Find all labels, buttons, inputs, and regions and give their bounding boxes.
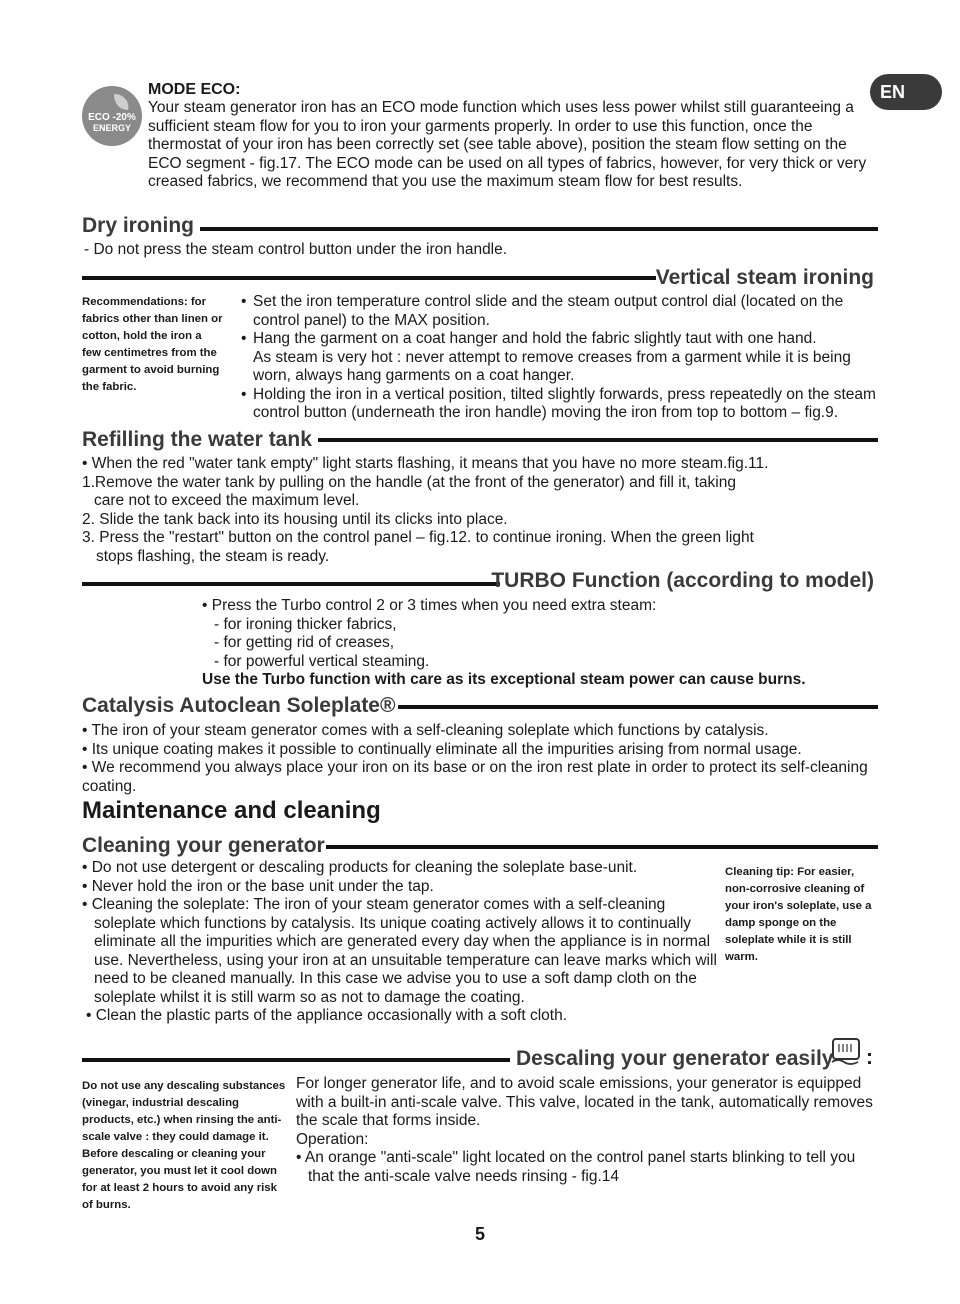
list-item-line: worn, always hang garments on a coat hanger. bbox=[253, 367, 575, 384]
text-line: 1.Remove the water tank by pulling on the handle (at the front of the generator) and fill it, taking bbox=[82, 473, 736, 491]
text-line: stops flashing, the steam is ready. bbox=[96, 547, 330, 565]
section-rule bbox=[318, 438, 878, 442]
refilling-text bbox=[82, 455, 882, 566]
eco-line: Your steam generator iron has an ECO mode function which uses less power whilst still guaranteeing a bbox=[148, 99, 854, 116]
eco-icon-line-2: ENERGY bbox=[92, 123, 132, 133]
eco-energy-icon bbox=[80, 84, 144, 148]
sidenote-line: garment to avoid burning bbox=[82, 364, 220, 376]
warning-line: Before descaling or cleaning your bbox=[82, 1148, 266, 1160]
tank-rinse-icon bbox=[830, 1034, 864, 1068]
sidenote-line: the fabric. bbox=[82, 381, 137, 393]
vertical-steam-list bbox=[241, 293, 881, 423]
text-line: soleplate which functions by catalysis. Its unique coating actively allows it to continually bbox=[94, 914, 692, 932]
eco-title: MODE ECO: bbox=[148, 81, 241, 98]
language-badge: EN bbox=[870, 74, 942, 110]
catalysis-heading: Catalysis Autoclean Soleplate® bbox=[82, 694, 396, 717]
sidenote-line: Recommendations: for bbox=[82, 296, 207, 308]
section-rule bbox=[200, 227, 878, 231]
text-line: - for powerful vertical steaming. bbox=[214, 652, 430, 670]
list-item-line: As steam is very hot : never attempt to remove creases from a garment while it is being bbox=[253, 348, 851, 366]
list-item-line: control panel) to the MAX position. bbox=[253, 311, 490, 329]
descaling-heading: Descaling your generator easily bbox=[516, 1047, 834, 1070]
text-line: • Press the Turbo control 2 or 3 times when you need extra steam: bbox=[202, 597, 657, 614]
warning-line: generator, you must let it cool down bbox=[82, 1165, 277, 1177]
text-line: 2. Slide the tank back into its housing until its clicks into place. bbox=[82, 510, 508, 528]
text-line: use. Nevertheless, using your iron at an unsuitable temperature can leave marks which will bbox=[94, 951, 717, 969]
sidenote-line: fabrics other than linen or bbox=[82, 313, 223, 325]
page-number: 5 bbox=[474, 1224, 485, 1244]
warning-line: products, etc.) when rinsing the anti- bbox=[82, 1114, 282, 1126]
text-line: that the anti-scale valve needs rinsing - fig.14 bbox=[308, 1167, 620, 1185]
section-rule bbox=[82, 1058, 510, 1062]
warning-line: Do not use any descaling substances bbox=[82, 1080, 286, 1092]
text-line: • We recommend you always place your iron on its base or on the iron rest plate in order to protect its self-cleaning bbox=[82, 759, 868, 776]
warning-line: (vinegar, industrial descaling bbox=[82, 1097, 239, 1109]
warning-line: of burns. bbox=[82, 1199, 131, 1211]
turbo-heading: TURBO Function (according to model) bbox=[491, 569, 874, 592]
text-line: coating. bbox=[82, 777, 137, 795]
sidenote-line: cotton, hold the iron a bbox=[82, 330, 202, 342]
tip-line: warm. bbox=[725, 951, 758, 963]
refilling-heading: Refilling the water tank bbox=[82, 428, 312, 451]
descaling-colon: : bbox=[866, 1046, 873, 1069]
text-line: the scale that forms inside. bbox=[296, 1112, 481, 1129]
tip-line: non-corrosive cleaning of bbox=[725, 883, 865, 895]
cleaning-heading: Cleaning your generator bbox=[82, 834, 325, 857]
text-line: soleplate whilst it is still warm so as not to damage the coating. bbox=[94, 988, 525, 1006]
text-line: eliminate all the impurities which are generated every day when the appliance is in normal bbox=[94, 933, 711, 950]
text-line: • Clean the plastic parts of the appliance occasionally with a soft cloth. bbox=[86, 1007, 568, 1024]
eco-line: creased fabrics, we recommend that you use the maximum steam flow for best results. bbox=[148, 173, 743, 190]
section-rule bbox=[326, 845, 878, 849]
list-item bbox=[241, 293, 881, 330]
eco-line: thermostat of your iron has been correctly set (see table above), position the steam flow setting on the bbox=[148, 136, 847, 153]
tip-line: soleplate while it is still bbox=[725, 934, 852, 946]
text-line: - for getting rid of creases, bbox=[214, 634, 395, 651]
descaling-warning bbox=[82, 1078, 292, 1214]
list-item-line: • Hang the garment on a coat hanger and hold the fabric slightly taut with one hand. bbox=[253, 330, 817, 347]
text-line: need to be cleaned manually. In this case we advise you to use a soft damp cloth on the bbox=[94, 970, 697, 987]
maintenance-heading: Maintenance and cleaning bbox=[82, 797, 381, 824]
cleaning-tip bbox=[725, 864, 885, 966]
tip-line: your iron's soleplate, use a bbox=[725, 900, 872, 912]
text-line: • Never hold the iron or the base unit under the tap. bbox=[82, 877, 434, 895]
text-line: Operation: bbox=[296, 1130, 369, 1148]
text-line: with a built-in anti-scale valve. This valve, located in the tank, automatically removes bbox=[296, 1093, 873, 1111]
turbo-text bbox=[202, 597, 882, 690]
text-line: • An orange "anti-scale" light located on the control panel starts blinking to tell you bbox=[296, 1149, 856, 1166]
cleaning-text bbox=[82, 859, 722, 1026]
descaling-text bbox=[296, 1075, 886, 1186]
text-line: • Cleaning the soleplate: The iron of your steam generator comes with a self-cleaning bbox=[82, 896, 666, 913]
tip-line: Cleaning tip: For easier, bbox=[725, 866, 855, 878]
catalysis-text bbox=[82, 722, 892, 796]
sidenote-line: few centimetres from the bbox=[82, 347, 217, 359]
dry-ironing-heading: Dry ironing bbox=[82, 214, 195, 237]
list-item-line: control button (underneath the iron handle) moving the iron from top to bottom – fig.9. bbox=[253, 404, 839, 421]
text-line: • Do not use detergent or descaling products for cleaning the soleplate base-unit. bbox=[82, 859, 638, 876]
text-line: • The iron of your steam generator comes with a self-cleaning soleplate which functions by catalysis. bbox=[82, 722, 769, 739]
warning-line: scale valve : they could damage it. bbox=[82, 1131, 269, 1143]
dry-ironing-text: - Do not press the steam control button under the iron handle. bbox=[84, 241, 508, 258]
text-line: • When the red "water tank empty" light starts flashing, it means that you have no more steam.fig.11. bbox=[82, 455, 769, 472]
text-line: • Its unique coating makes it possible to continually eliminate all the impurities arising from normal usage. bbox=[82, 740, 802, 758]
list-item bbox=[241, 330, 881, 386]
warning-line: for at least 2 hours to avoid any risk bbox=[82, 1182, 277, 1194]
section-rule bbox=[398, 705, 878, 709]
eco-icon-line-1: ECO -20% bbox=[88, 112, 136, 123]
list-item bbox=[241, 386, 881, 423]
text-line: 3. Press the "restart" button on the control panel – fig.12. to continue ironing. When the green light bbox=[82, 529, 754, 546]
tip-line: damp sponge on the bbox=[725, 917, 837, 929]
list-item-line: • Set the iron temperature control slide and the steam output control dial (located on the bbox=[253, 293, 844, 310]
list-item-line: • Holding the iron in a vertical position, tilted slightly forwards, press repeatedly on the steam bbox=[253, 385, 876, 403]
section-rule bbox=[82, 582, 500, 586]
eco-line: sufficient steam flow for you to iron your garments properly. In order to use this function, once the bbox=[148, 117, 813, 135]
section-rule bbox=[82, 276, 656, 280]
eco-section bbox=[148, 80, 868, 192]
turbo-warning: Use the Turbo function with care as its exceptional steam power can cause burns. bbox=[202, 671, 806, 688]
text-line: care not to exceed the maximum level. bbox=[94, 492, 360, 509]
text-line: For longer generator life, and to avoid scale emissions, your generator is equipped bbox=[296, 1075, 862, 1092]
eco-line: ECO segment - fig.17. The ECO mode can be used on all types of fabrics, however, for very thick or very bbox=[148, 154, 867, 172]
vertical-steam-heading: Vertical steam ironing bbox=[655, 266, 874, 289]
text-line: - for ironing thicker fabrics, bbox=[214, 615, 397, 633]
vertical-steam-sidenote bbox=[82, 294, 242, 396]
